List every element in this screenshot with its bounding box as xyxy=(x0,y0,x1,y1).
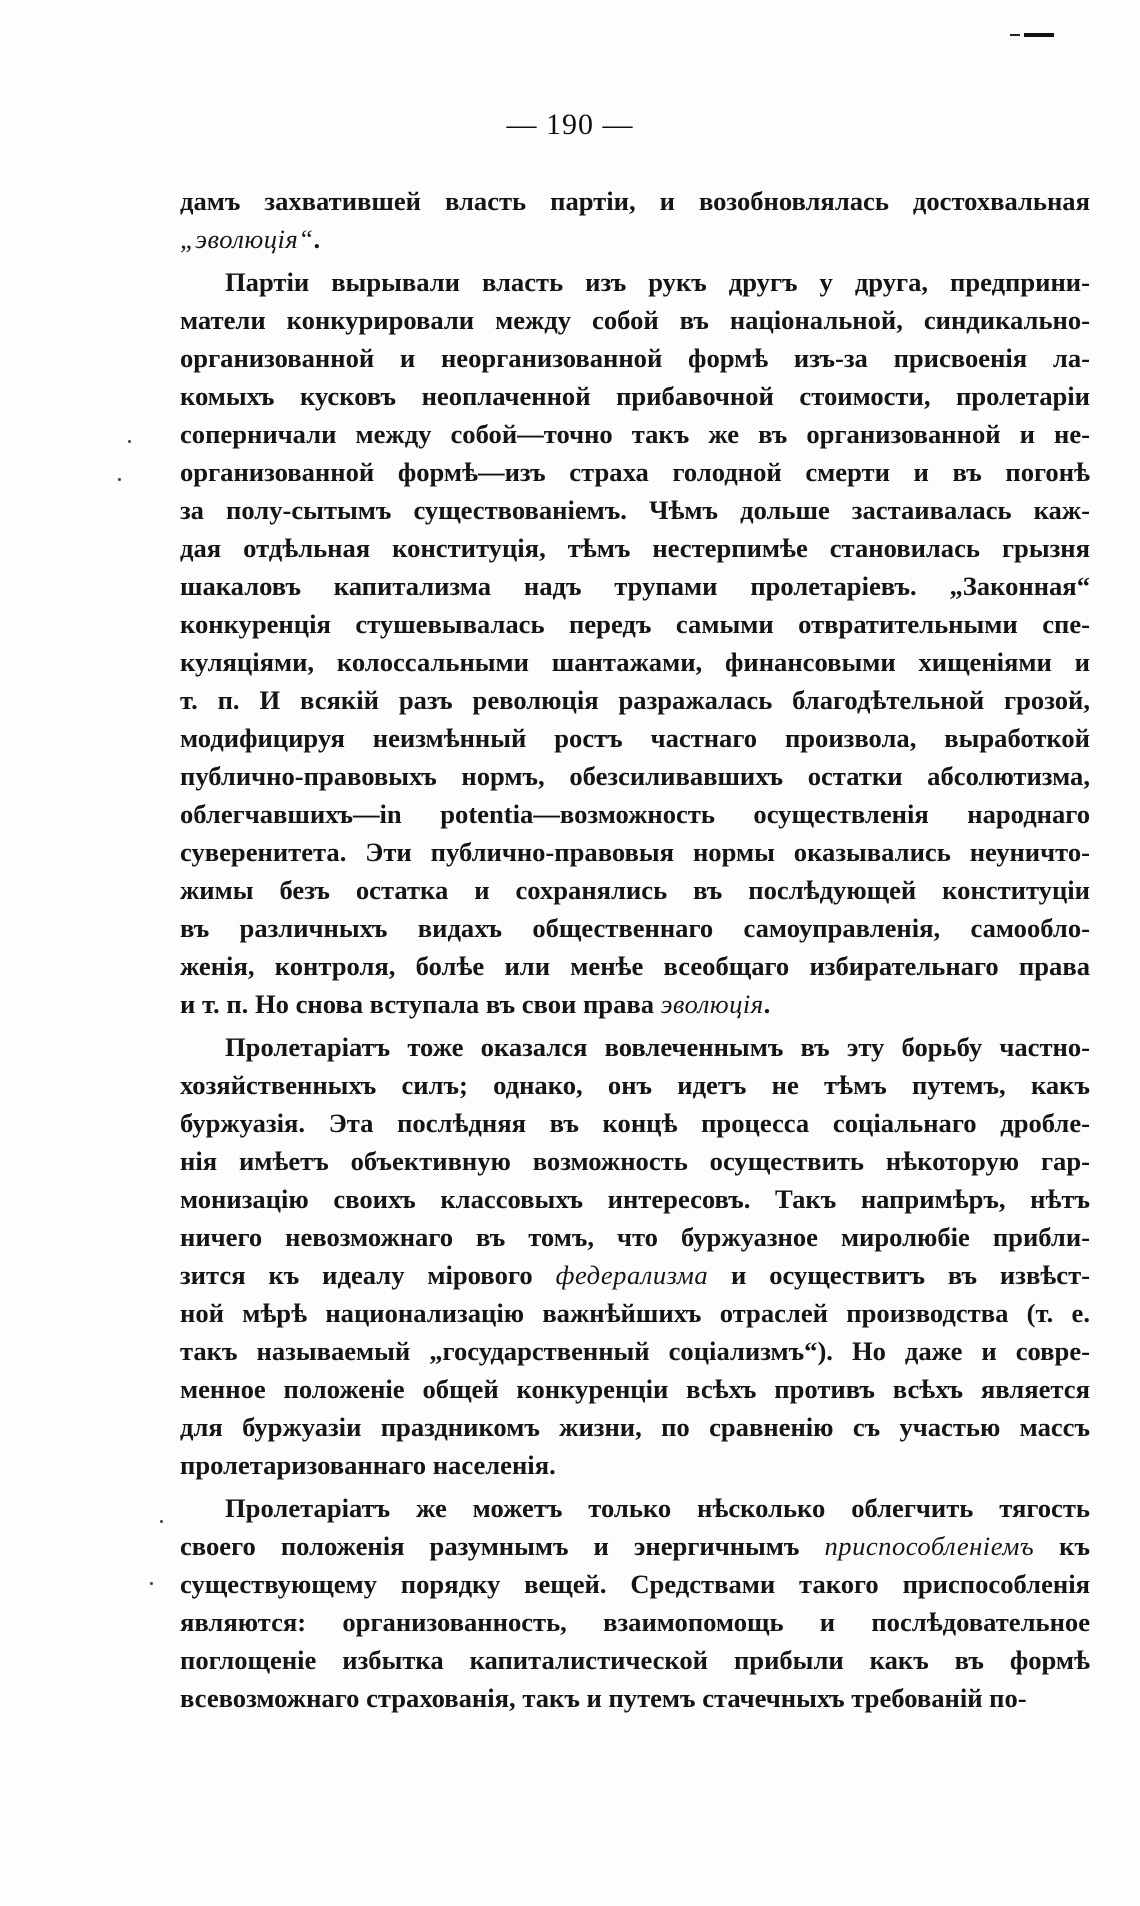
text-segment: конкуренція стушевывалась передъ самыми отвратительными спе- xyxy=(180,609,1090,639)
text-line xyxy=(180,681,1090,719)
text-segment: публично-правовыхъ нормъ, обезсиливавшихъ остатки абсолютизма, xyxy=(180,761,1090,791)
body-text xyxy=(180,182,1090,1717)
text-segment: буржуазія. Эта послѣдняя въ концѣ процесса соціальнаго дробле- xyxy=(180,1108,1090,1138)
emphasis-text: эволюція xyxy=(660,989,764,1019)
text-line xyxy=(180,263,1090,301)
text-segment: нія имѣетъ объективную возможность осуществить нѣкоторую гар- xyxy=(180,1146,1090,1176)
text-line xyxy=(180,415,1090,453)
text-segment: Пролетаріатъ же можетъ только нѣсколько облегчить тягость xyxy=(225,1493,1090,1523)
text-line xyxy=(180,1370,1090,1408)
text-line xyxy=(180,1565,1090,1603)
text-segment: комыхъ кусковъ неоплаченной прибавочной стоимости, пролетаріи xyxy=(180,381,1090,411)
text-line xyxy=(180,1527,1090,1565)
text-segment: такъ называемый „государственный соціализмъ“). Но даже и совре- xyxy=(180,1336,1090,1366)
text-line xyxy=(180,1066,1090,1104)
text-segment: соперничали между собой—точно такъ же въ организованной и не- xyxy=(180,419,1090,449)
text-segment: . xyxy=(763,989,771,1019)
text-line xyxy=(180,1294,1090,1332)
scan-mark xyxy=(1010,30,1060,40)
text-segment: организованной и неорганизованной формѣ изъ-за присвоенія ла- xyxy=(180,343,1090,373)
text-segment: своего положенія разумнымъ и энергичнымъ xyxy=(180,1531,825,1561)
text-segment: жимы безъ остатка и сохранялись въ послѣдующей конституціи xyxy=(180,875,1090,905)
text-line xyxy=(180,1679,1090,1717)
paragraph xyxy=(180,182,1090,258)
text-line xyxy=(180,1142,1090,1180)
scan-dot xyxy=(150,1582,153,1585)
text-line xyxy=(180,643,1090,681)
text-line xyxy=(180,719,1090,757)
text-segment: облегчавшихъ—in potentia—возможность осуществленія народнаго xyxy=(180,799,1090,829)
text-line xyxy=(180,1603,1090,1641)
text-segment: Партіи вырывали власть изъ рукъ другъ у друга, предприни- xyxy=(225,267,1090,297)
text-segment: существующему порядку вещей. Средствами такого приспособленія xyxy=(180,1569,1090,1599)
page-number: — 190 — xyxy=(506,108,634,141)
text-line xyxy=(180,220,1090,258)
text-line xyxy=(180,339,1090,377)
text-line xyxy=(180,985,1090,1023)
scan-dot xyxy=(160,1520,163,1523)
text-line xyxy=(180,1489,1090,1527)
text-line xyxy=(180,1028,1090,1066)
text-line xyxy=(180,1641,1090,1679)
text-segment: организованной формѣ—изъ страха голодной смерти и въ погонѣ xyxy=(180,457,1090,487)
text-line xyxy=(180,605,1090,643)
text-segment: всевозможнаго страхованія, такъ и путемъ стачечныхъ требованій по- xyxy=(180,1683,1027,1713)
text-segment: являются: организованность, взаимопомощь и послѣдовательное xyxy=(180,1607,1090,1637)
text-segment: дамъ захватившей власть партіи, и возобновлялась достохвальная xyxy=(180,186,1090,216)
text-segment: и т. п. Но снова вступала въ свои права xyxy=(180,989,661,1019)
text-line xyxy=(180,871,1090,909)
text-segment: зится къ идеалу міровoго xyxy=(180,1260,556,1290)
text-segment: хозяйственныхъ силъ; однако, онъ идетъ не тѣмъ путемъ, какъ xyxy=(180,1070,1090,1100)
text-line xyxy=(180,1332,1090,1370)
text-segment: монизацію своихъ классовыхъ интересовъ. Такъ напримѣръ, нѣтъ xyxy=(180,1184,1090,1214)
text-line xyxy=(180,833,1090,871)
text-segment: шакаловъ капитализма надъ трупами пролетаріевъ. „Законная“ xyxy=(180,571,1090,601)
text-line xyxy=(180,1218,1090,1256)
text-segment: менное положеніе общей конкуренціи всѣхъ противъ всѣхъ является xyxy=(180,1374,1090,1404)
text-segment: ничего невозможнаго въ томъ, что буржуазное миролюбіе прибли- xyxy=(180,1222,1090,1252)
emphasis-text: „эволюція“ xyxy=(180,224,314,254)
text-line xyxy=(180,491,1090,529)
text-line xyxy=(180,1180,1090,1218)
text-line xyxy=(180,529,1090,567)
text-line xyxy=(180,1446,1090,1484)
text-line xyxy=(180,567,1090,605)
scan-dot xyxy=(128,440,131,443)
text-segment: для буржуазіи праздникомъ жизни, по сравненію съ участью массъ xyxy=(180,1412,1090,1442)
scan-dot xyxy=(118,478,121,481)
text-line xyxy=(180,453,1090,491)
text-line xyxy=(180,909,1090,947)
text-line xyxy=(180,182,1090,220)
text-line xyxy=(180,947,1090,985)
text-segment: поглощеніе избытка капиталистической прибыли какъ въ формѣ xyxy=(180,1645,1090,1675)
text-line xyxy=(180,1104,1090,1142)
emphasis-text: федерализма xyxy=(555,1260,709,1290)
text-line xyxy=(180,795,1090,833)
text-segment: куляціями, колоссальными шантажами, финансовыми хищеніями и xyxy=(180,647,1090,677)
paragraph xyxy=(180,263,1090,1023)
text-line xyxy=(180,1256,1090,1294)
text-segment: ной мѣрѣ национализацію важнѣйшихъ отраслей производства (т. е. xyxy=(180,1298,1090,1328)
text-segment: суверенитета. Эти публично-правовыя нормы оказывались неуничто- xyxy=(180,837,1090,867)
text-segment: къ xyxy=(1034,1531,1090,1561)
text-line xyxy=(180,301,1090,339)
text-segment: т. п. И всякій разъ революція разражалась благодѣтельной грозой, xyxy=(180,685,1090,715)
emphasis-text: приспособленіемъ xyxy=(824,1531,1035,1561)
text-line xyxy=(180,1408,1090,1446)
paragraph xyxy=(180,1028,1090,1484)
text-segment: модифицируя неизмѣнный ростъ частнаго произвола, выработкой xyxy=(180,723,1090,753)
text-segment: женія, контроля, болѣе или менѣе всеобщаго избирательнаго права xyxy=(180,951,1090,981)
text-segment: и осуществитъ въ извѣст- xyxy=(708,1260,1090,1290)
text-segment: матели конкурировали между собой въ національной, синдикально- xyxy=(180,305,1090,335)
text-line xyxy=(180,757,1090,795)
text-line xyxy=(180,377,1090,415)
paragraph xyxy=(180,1489,1090,1717)
text-segment: дая отдѣльная конституція, тѣмъ нестерпимѣе становилась грызня xyxy=(180,533,1090,563)
text-segment: пролетаризованнаго населенія. xyxy=(180,1450,556,1480)
text-segment: Пролетаріатъ тоже оказался вовлеченнымъ въ эту борьбу частно- xyxy=(225,1032,1090,1062)
text-segment: . xyxy=(313,224,321,254)
text-segment: въ различныхъ видахъ общественнаго самоуправленія, самообло- xyxy=(180,913,1090,943)
text-segment: за полу-сытымъ существованіемъ. Чѣмъ дольше застаивалась каж- xyxy=(180,495,1090,525)
